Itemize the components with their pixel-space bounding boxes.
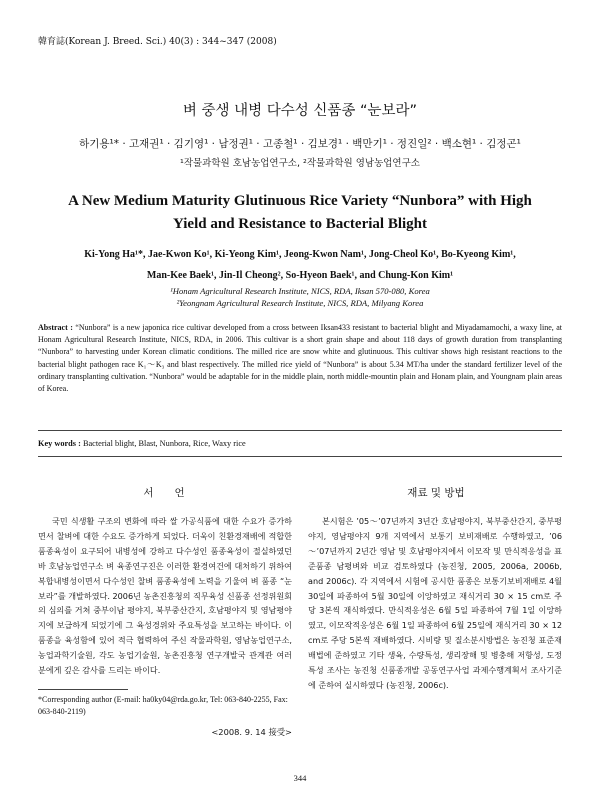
- methods-paragraph: 본시험은 ’05～’07년까지 3년간 호남평야지, 북부중산간지, 중부평야지, 영남평야지 9개 지역에서 보통기 보비재배로 수행하였고, ’06～’07년까지 2년간 영남 및 호남평야지에서 이모작 및 만식적응성을 표준품종 남평벼와 비교 검토하였다 (농진청, 2005, 2006a, 2006b, and 2006c). 각 지역에서 시험에 공시한 품종은 보통기보비재배로 4월 30일에 파종하여 5월 30일에 이앙하였고 재식거리 30 × 15 cm로 주당 3본씩 재식하였다. 만식적응성은 6월 5일 파종하여 7월 1일 이앙하였고, 이모작적응성은 6월 1일 파종하여 6월 25일에 재식거리 30 × 12 cm로 주당 5본씩 재배하였다. 시비량 및 질소분시방법은 농진청 표준재배법에 준하였고 기타 생육, 수량특성, 생리장해 및 병충해 저항성, 도정특성 조사는 농진청 신품종개발 공동연구사업 과제수행계획서 조사기준에 준하여 실시하였다 (농진청, 2006c).: [308, 516, 562, 690]
- abstract-text: “Nunbora” is a new japonica rice cultivar developed from a cross between Iksan433 resistant to bacterial blight and Miyadamamochi, a waxy line, at Honam Agricultural Research Institute, NICS, RDA, in 2006. This cultivar is a short grain shape and about 118 days of growth duration from transplanting “Nunbora” to harvesting under Korean climatic conditions. The milled rice are snow white and glutinuous. This cultivar shows high resistant reactions to the bacterial blight pathogen race K₁～K₃ and blast respectively. The milled rice yield of “Nunbora” is about 5.34 MT/ha under the standard fertilizer level of the ordinary transplanting cultivation. “Nunbora” would be adaptable for in the middle plain, north middle-mountin plain and Honam plain, and Youngnam plain areas of Korea.: [38, 323, 563, 394]
- abstract: [38, 322, 562, 395]
- english-authors-line1: Ki-Yong Ha¹*, Jae-Kwon Ko¹, Ki-Yeong Kim¹, Jeong-Kwon Nam¹, Jong-Cheol Ko¹, Bo-Kyeong Kim¹,: [84, 249, 516, 260]
- korean-authors: 하기용¹* · 고재권¹ · 김기영¹ · 남정권¹ · 고종철¹ · 김보경¹ · 백만기¹ · 정진일² · 백소현¹ · 김정곤¹: [79, 138, 521, 150]
- abstract-label: Abstract :: [38, 323, 73, 332]
- english-authors: [45, 244, 555, 286]
- english-title: [40, 190, 560, 236]
- journal-citation: 韓育誌(Korean J. Breed. Sci.) 40(3) : 344~347 (2008): [38, 37, 277, 47]
- page-number: 344: [293, 773, 307, 783]
- received-date: <2008. 9. 14 接受>: [211, 727, 292, 737]
- english-affiliation-line2: ²Yeongnam Agricultural Research Institute, NICS, RDA, Milyang Korea: [176, 298, 424, 308]
- corresponding-author-footnote: *Corresponding author (E-mail: ha0ky04@rda.go.kr, Tel: 063-840-2255, Fax: 063-840-2119): [38, 695, 288, 716]
- section-heading-methods: 재료 및 방법: [407, 487, 465, 499]
- methods-column: [308, 514, 562, 774]
- korean-title: 벼 중생 내병 다수성 신품종 “눈보라”: [182, 103, 418, 119]
- english-title-line2: Yield and Resistance to Bacterial Blight: [172, 216, 427, 232]
- keywords-top-rule: [38, 430, 562, 431]
- english-title-line1: A New Medium Maturity Glutinuous Rice Variety “Nunbora” with High: [68, 193, 532, 209]
- english-authors-line2: Man-Kee Baek¹, Jin-Il Cheong², So-Hyeon Baek¹, and Chung-Kon Kim¹: [146, 270, 454, 281]
- introduction-column: [38, 514, 292, 679]
- english-affiliation: [40, 285, 560, 309]
- keywords-bottom-rule: [38, 456, 562, 457]
- keywords: [38, 439, 562, 448]
- keywords-label: Key words :: [38, 439, 81, 448]
- keywords-text: Bacterial blight, Blast, Nunbora, Rice, Waxy rice: [80, 439, 246, 448]
- footnote-rule: [38, 689, 128, 690]
- korean-affiliation: ¹작물과학원 호남농업연구소, ²작물과학원 영남농업연구소: [180, 158, 420, 169]
- english-affiliation-line1: ¹Honam Agricultural Research Institute, NICS, RDA, Iksan 570-080, Korea: [170, 286, 430, 296]
- introduction-paragraph: 국민 식생활 구조의 변화에 따라 쌀 가공식품에 대한 수요가 증가하면서 찰벼에 대한 수요도 증가하게 되었다. 더욱이 친환경재배에 적합한 품종육성이 요구되어 내병성에 강하고 다수성인 품종육성이 절실하였던 바 호남농업연구소 벼 육종연구진은 이러한 환경여건에 대처하기 위하여 복합내병성이면서 다수성인 찰벼 품종육성에 노력을 기울여 벼 품종 “눈보라”를 개발하였다. 2006년 농촌진흥청의 직무육성 신품종 선정위원회의 심의를 거쳐 중부이남 평야지, 북부중산간지, 호남평야지 및 영남평야지에 보급하게 되었기에 그 육성경위와 주요특성을 보고하는 바이다. 이 품종을 육성함에 있어 적극 협력하여 주신 작물과학원, 영남농업연구소, 농업과학기술원, 각도 농업기술원, 농촌진흥청 연구개발국 관계관 여러분에게 깊은 감사를 드리는 바이다.: [38, 516, 292, 676]
- section-heading-introduction: 서 언: [143, 487, 185, 499]
